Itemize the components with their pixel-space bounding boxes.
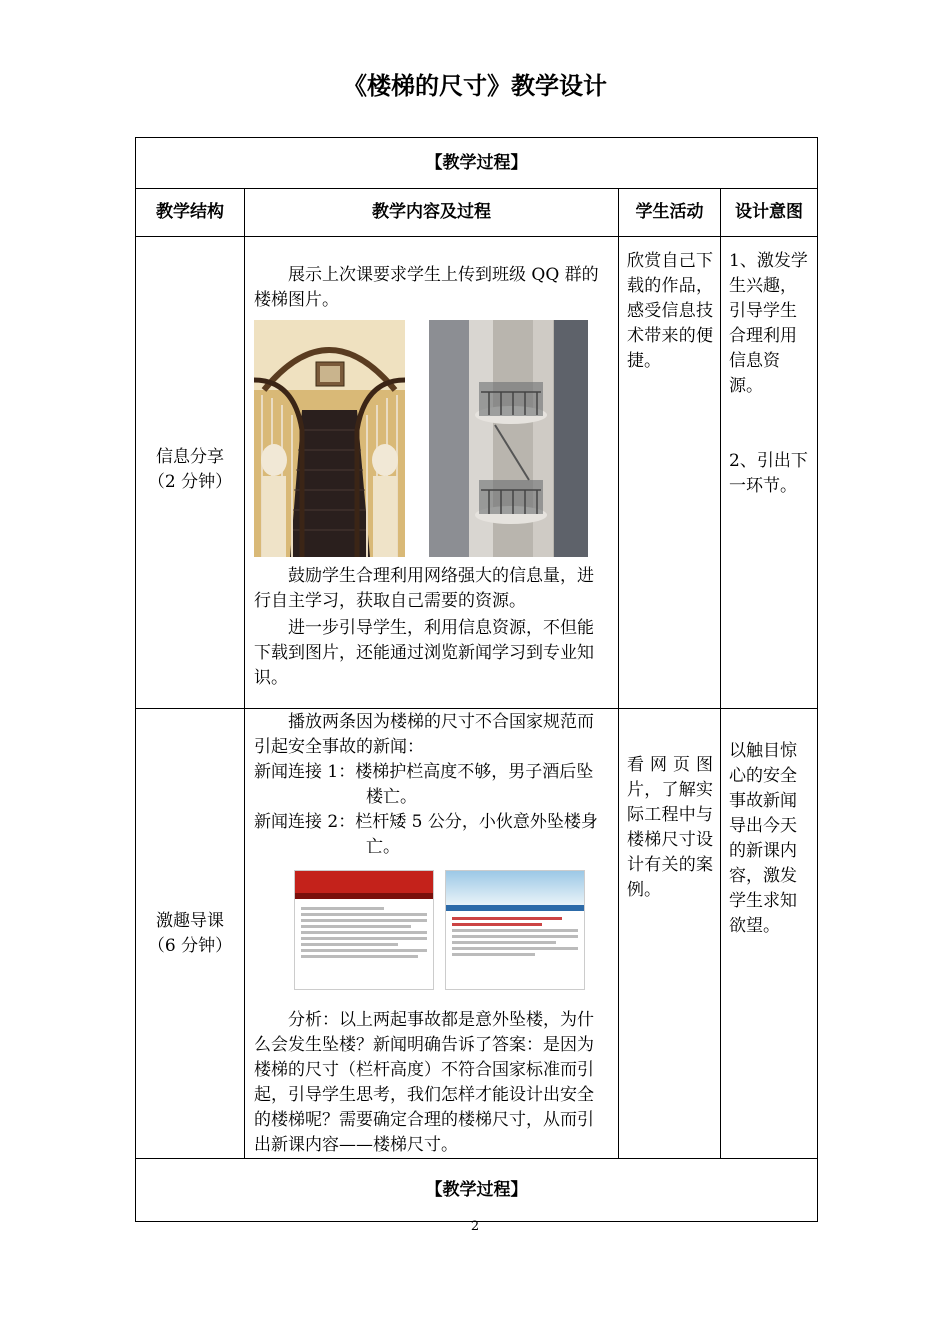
intent-item: 2、引出下一环节。 — [729, 451, 808, 496]
news-link-1: 新闻连接 1：楼梯护栏高度不够，男子酒后坠楼亡。 — [254, 762, 594, 807]
news-screenshot-1 — [294, 870, 434, 990]
content-cell — [245, 709, 619, 1159]
col-header-content: 教学内容及过程 — [245, 189, 619, 237]
lesson-table — [135, 137, 818, 1222]
activity-cell: 看网页图片，了解实际工程中与楼梯尺寸设计有关的案例。 — [619, 709, 721, 1159]
activity-cell: 欣赏自己下载的作品，感受信息技术带来的便捷。 — [619, 237, 721, 709]
intent-cell: 以触目惊心的安全事故新闻导出今天的新课内容，激发学生求知欲望。 — [721, 709, 818, 1159]
analysis-paragraph: 分析：以上两起事故都是意外坠楼，为什么会发生坠楼？新闻明确告诉了答案：是因为楼梯的尺寸（栏杆高度）不符合国家标准而引起，引导学生思考，我们怎样才能设计出安全的楼梯呢？需要确定合理的楼梯尺寸，从而引出新课内容——楼梯尺寸。 — [254, 1010, 594, 1155]
structure-duration: （2 分钟） — [147, 471, 233, 492]
structure-cell — [136, 237, 245, 709]
page-number: 2 — [470, 1219, 480, 1234]
news-link-2: 新闻连接 2：栏杆矮 5 公分，小伙意外坠楼身亡。 — [254, 812, 598, 857]
structure-cell — [136, 709, 245, 1159]
structure-name: 激趣导课 — [156, 910, 224, 931]
col-header-intent: 设计意图 — [721, 189, 818, 237]
staircase-photo-1 — [254, 320, 405, 557]
content-intro: 播放两条因为楼梯的尺寸不合国家规范而引起安全事故的新闻： — [254, 712, 594, 757]
content-paragraph: 鼓励学生合理利用网络强大的信息量，进行自主学习，获取自己需要的资源。 — [254, 566, 594, 611]
table-row — [136, 709, 818, 1159]
intent-cell — [721, 237, 818, 709]
page-title: 《楼梯的尺寸》教学设计 — [343, 72, 607, 100]
news-screenshot-2 — [445, 870, 585, 990]
intent-item: 1、激发学生兴趣，引导学生合理利用信息资源。 — [729, 251, 808, 396]
content-cell — [245, 237, 619, 709]
table-header-row — [136, 189, 818, 237]
col-header-structure: 教学结构 — [136, 189, 245, 237]
col-header-activity: 学生活动 — [619, 189, 721, 237]
section-header: 【教学过程】 — [136, 1159, 818, 1222]
staircase-images — [254, 320, 610, 557]
staircase-photo-2 — [429, 320, 588, 557]
content-paragraph: 进一步引导学生，利用信息资源，不但能下载到图片，还能通过浏览新闻学习到专业知识。 — [254, 618, 594, 688]
table-row — [136, 237, 818, 709]
news-screenshots — [294, 870, 610, 990]
structure-name: 信息分享 — [156, 446, 224, 467]
structure-duration: （6 分钟） — [147, 935, 233, 956]
content-intro: 展示上次课要求学生上传到班级 QQ 群的楼梯图片。 — [254, 265, 599, 310]
section-header: 【教学过程】 — [136, 138, 818, 189]
